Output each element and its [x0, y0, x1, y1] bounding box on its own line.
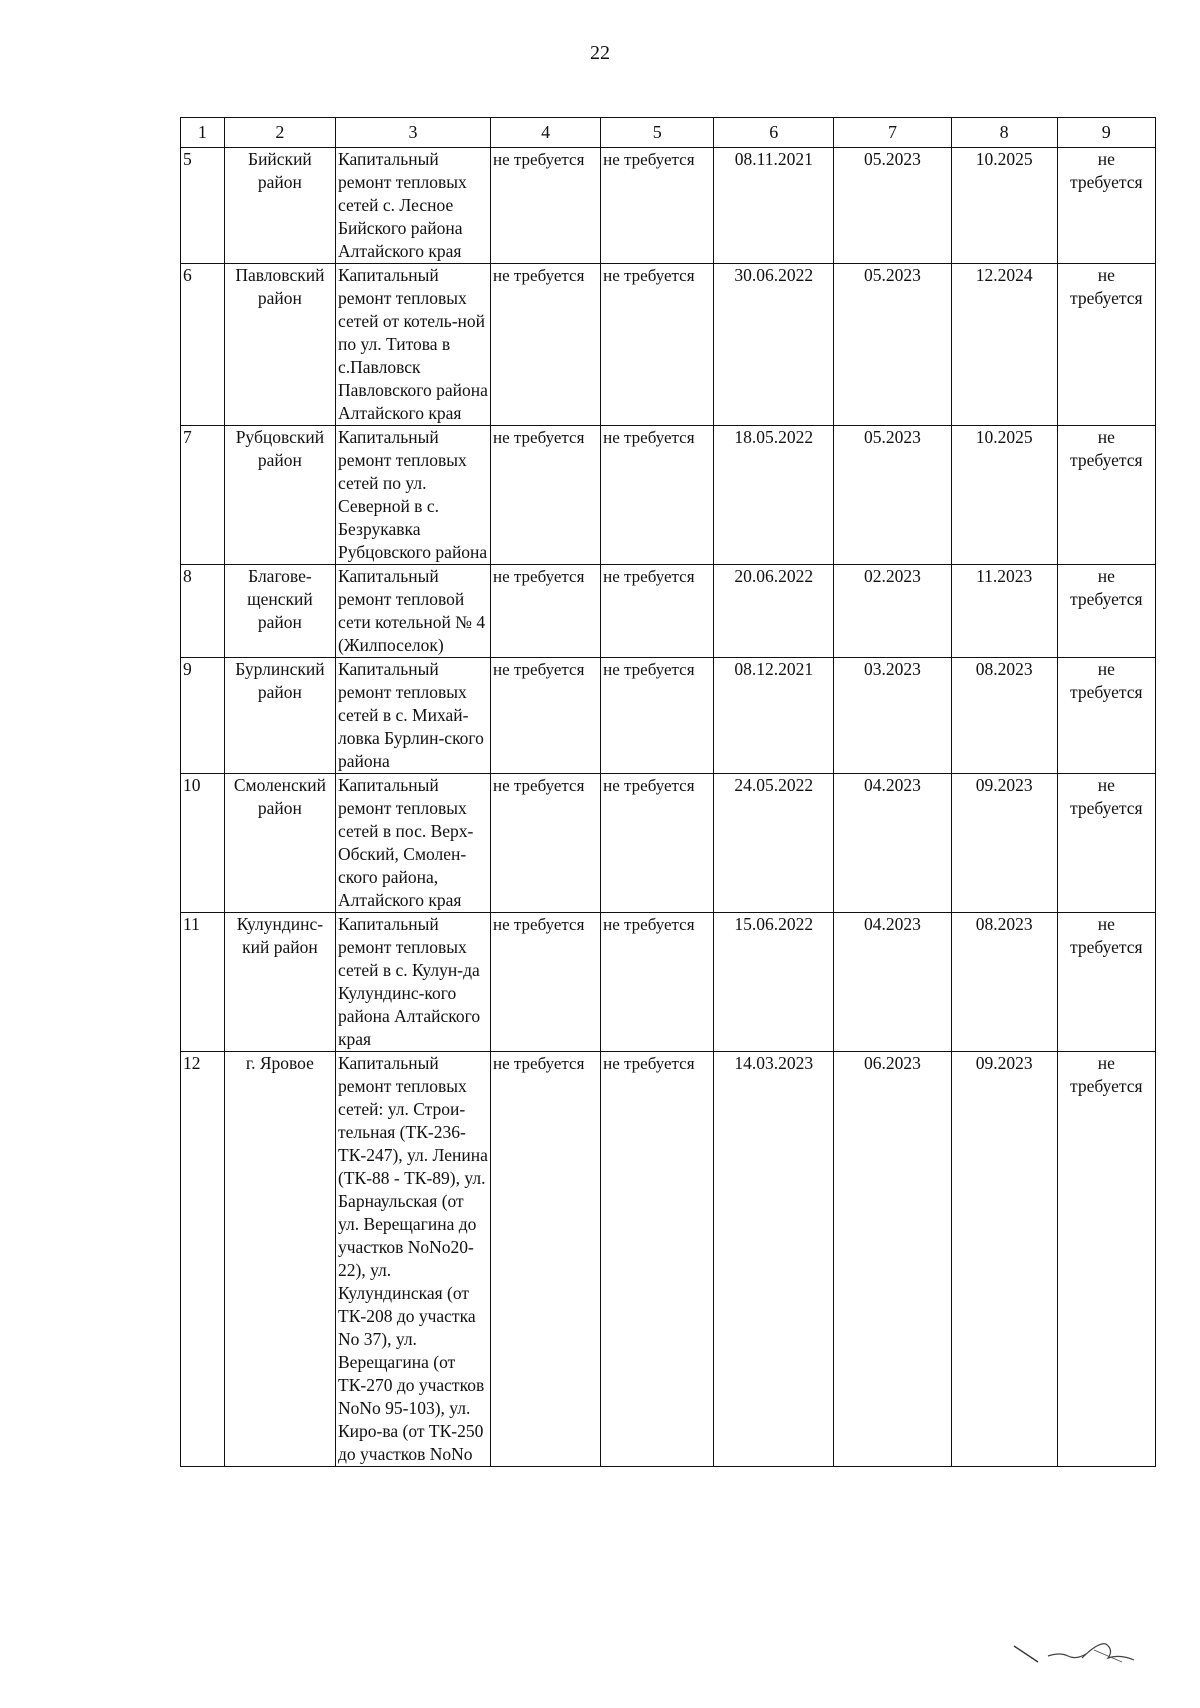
- col7-cell: 05.2023: [834, 426, 952, 565]
- col9-cell: не требуется: [1057, 913, 1155, 1052]
- description-cell: Капитальный ремонт тепловых сетей в с. Михай-ловка Бурлин-ского района: [336, 658, 491, 774]
- col5-cell: не требуется: [601, 264, 714, 426]
- data-table: [180, 117, 1156, 1467]
- table-row: [181, 264, 1156, 426]
- column-header: 1: [181, 118, 225, 148]
- description-cell: Капитальный ремонт тепловой сети котельной № 4 (Жилпоселок): [336, 565, 491, 658]
- col6-cell: 08.12.2021: [714, 658, 834, 774]
- row-number: 6: [181, 264, 225, 426]
- description-cell: Капитальный ремонт тепловых сетей от котель-ной по ул. Титова в с.Павловск Павловского района Алтайского края: [336, 264, 491, 426]
- district-cell: Благове-щенский район: [224, 565, 335, 658]
- col8-cell: 08.2023: [951, 658, 1057, 774]
- col6-cell: 18.05.2022: [714, 426, 834, 565]
- col7-cell: 05.2023: [834, 264, 952, 426]
- col7-cell: 05.2023: [834, 148, 952, 264]
- col7-cell: 03.2023: [834, 658, 952, 774]
- district-cell: Бийский район: [224, 148, 335, 264]
- col4-cell: не требуется: [491, 658, 601, 774]
- col5-cell: не требуется: [601, 148, 714, 264]
- col6-cell: 20.06.2022: [714, 565, 834, 658]
- table-row: [181, 148, 1156, 264]
- col4-cell: не требуется: [491, 1052, 601, 1467]
- col8-cell: 12.2024: [951, 264, 1057, 426]
- col9-cell: не требуется: [1057, 774, 1155, 913]
- col8-cell: 10.2025: [951, 426, 1057, 565]
- col5-cell: не требуется: [601, 565, 714, 658]
- col4-cell: не требуется: [491, 565, 601, 658]
- row-number: 11: [181, 913, 225, 1052]
- col7-cell: 04.2023: [834, 774, 952, 913]
- description-cell: Капитальный ремонт тепловых сетей в с. Кулун-да Кулундинс-кого района Алтайского края: [336, 913, 491, 1052]
- col4-cell: не требуется: [491, 264, 601, 426]
- handwritten-signature: [1010, 1632, 1150, 1672]
- col7-cell: 06.2023: [834, 1052, 952, 1467]
- column-header: 8: [951, 118, 1057, 148]
- district-cell: Смоленский район: [224, 774, 335, 913]
- row-number: 8: [181, 565, 225, 658]
- col9-cell: не требуется: [1057, 1052, 1155, 1467]
- district-cell: Павловский район: [224, 264, 335, 426]
- col6-cell: 08.11.2021: [714, 148, 834, 264]
- row-number: 5: [181, 148, 225, 264]
- description-cell: Капитальный ремонт тепловых сетей с. Лесное Бийского района Алтайского края: [336, 148, 491, 264]
- table-row: [181, 913, 1156, 1052]
- column-header: 4: [491, 118, 601, 148]
- column-header: 2: [224, 118, 335, 148]
- col9-cell: не требуется: [1057, 565, 1155, 658]
- col8-cell: 11.2023: [951, 565, 1057, 658]
- col5-cell: не требуется: [601, 1052, 714, 1467]
- col6-cell: 15.06.2022: [714, 913, 834, 1052]
- row-number: 12: [181, 1052, 225, 1467]
- col4-cell: не требуется: [491, 913, 601, 1052]
- col9-cell: не требуется: [1057, 658, 1155, 774]
- description-cell: Капитальный ремонт тепловых сетей в пос. Верх-Обский, Смолен-ского района, Алтайского края: [336, 774, 491, 913]
- district-cell: г. Яровое: [224, 1052, 335, 1467]
- table-header-row: [181, 118, 1156, 148]
- description-cell: Капитальный ремонт тепловых сетей: ул. Строи-тельная (ТК-236-ТК-247), ул. Ленина (ТК-88 - ТК-89), ул. Барнаульская (от ул. Верещагина до участков NoNo20-22), ул. Кулундинская (от ТК-208 до участка No 37), ул. Верещагина (от ТК-270 до участков NoNo 95-103), ул. Киро-ва (от ТК-250 до участков NoNo: [336, 1052, 491, 1467]
- row-number: 9: [181, 658, 225, 774]
- col5-cell: не требуется: [601, 774, 714, 913]
- row-number: 10: [181, 774, 225, 913]
- table-row: [181, 426, 1156, 565]
- col5-cell: не требуется: [601, 913, 714, 1052]
- column-header: 6: [714, 118, 834, 148]
- table-row: [181, 658, 1156, 774]
- table-row: [181, 774, 1156, 913]
- col4-cell: не требуется: [491, 148, 601, 264]
- col7-cell: 02.2023: [834, 565, 952, 658]
- column-header: 7: [834, 118, 952, 148]
- col9-cell: не требуется: [1057, 148, 1155, 264]
- col9-cell: не требуется: [1057, 426, 1155, 565]
- col8-cell: 09.2023: [951, 1052, 1057, 1467]
- column-header: 5: [601, 118, 714, 148]
- col7-cell: 04.2023: [834, 913, 952, 1052]
- col9-cell: не требуется: [1057, 264, 1155, 426]
- row-number: 7: [181, 426, 225, 565]
- table-row: [181, 1052, 1156, 1467]
- column-header: 3: [336, 118, 491, 148]
- col8-cell: 08.2023: [951, 913, 1057, 1052]
- col5-cell: не требуется: [601, 658, 714, 774]
- col4-cell: не требуется: [491, 774, 601, 913]
- table-row: [181, 565, 1156, 658]
- district-cell: Рубцовский район: [224, 426, 335, 565]
- col6-cell: 14.03.2023: [714, 1052, 834, 1467]
- col6-cell: 30.06.2022: [714, 264, 834, 426]
- page-number: 22: [590, 42, 610, 64]
- district-cell: Кулундинс-кий район: [224, 913, 335, 1052]
- col4-cell: не требуется: [491, 426, 601, 565]
- col6-cell: 24.05.2022: [714, 774, 834, 913]
- col8-cell: 10.2025: [951, 148, 1057, 264]
- district-cell: Бурлинский район: [224, 658, 335, 774]
- col8-cell: 09.2023: [951, 774, 1057, 913]
- col5-cell: не требуется: [601, 426, 714, 565]
- column-header: 9: [1057, 118, 1155, 148]
- description-cell: Капитальный ремонт тепловых сетей по ул. Северной в с. Безрукавка Рубцовского района: [336, 426, 491, 565]
